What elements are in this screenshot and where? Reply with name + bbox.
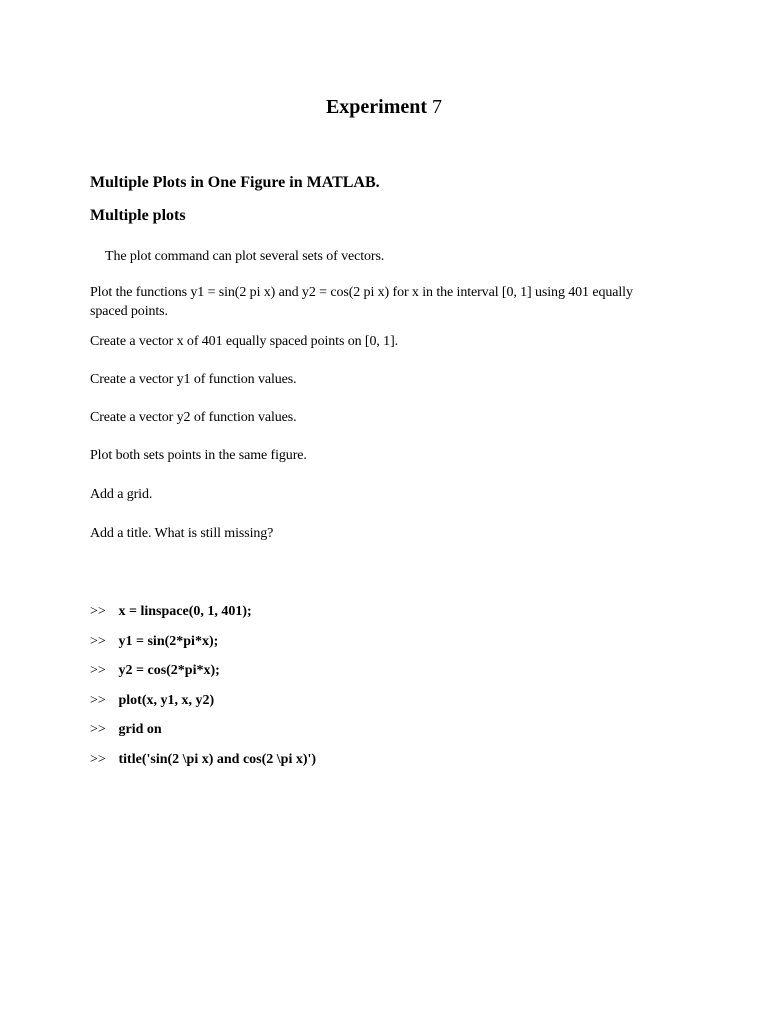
code-line bbox=[90, 750, 316, 769]
title-word: Experiment bbox=[325, 96, 428, 118]
page-title bbox=[0, 96, 768, 119]
instruction-paragraph: Add a title. What is still missing? bbox=[90, 526, 274, 541]
instruction-paragraph: Add a grid. bbox=[90, 487, 153, 502]
code-prompt: >> bbox=[90, 604, 106, 619]
code-text: y2 = cos(2*pi*x); bbox=[118, 663, 220, 678]
instruction-paragraph: Create a vector y2 of function values. bbox=[90, 410, 297, 425]
instruction-paragraph: Create a vector y1 of function values. bbox=[90, 372, 297, 387]
code-text: x = linspace(0, 1, 401); bbox=[118, 604, 252, 619]
code-prompt: >> bbox=[90, 634, 106, 649]
code-line bbox=[90, 602, 252, 621]
instruction-paragraph: Plot the functions y1 = sin(2 pi x) and y2 = cos(2 pi x) for x in the interval [0, 1] using 401 equally spaced points. bbox=[90, 285, 633, 319]
code-prompt: >> bbox=[90, 752, 106, 767]
code-line bbox=[90, 720, 162, 739]
code-line bbox=[90, 661, 220, 680]
title-number: 7 bbox=[432, 96, 443, 118]
code-text: plot(x, y1, x, y2) bbox=[118, 693, 215, 708]
code-text: title('sin(2 \pi x) and cos(2 \pi x)') bbox=[118, 752, 317, 767]
code-prompt: >> bbox=[90, 722, 106, 737]
code-text: y1 = sin(2*pi*x); bbox=[118, 634, 219, 649]
section-heading: Multiple Plots in One Figure in MATLAB. bbox=[90, 174, 380, 191]
intro-paragraph: The plot command can plot several sets of vectors. bbox=[105, 249, 385, 264]
code-prompt: >> bbox=[90, 693, 106, 708]
subsection-heading: Multiple plots bbox=[90, 207, 186, 224]
instruction-paragraph: Create a vector x of 401 equally spaced points on [0, 1]. bbox=[90, 334, 399, 349]
instruction-paragraph: Plot both sets points in the same figure. bbox=[90, 448, 307, 463]
code-line bbox=[90, 632, 218, 651]
code-text: grid on bbox=[118, 722, 162, 737]
code-prompt: >> bbox=[90, 663, 106, 678]
code-line bbox=[90, 691, 214, 710]
